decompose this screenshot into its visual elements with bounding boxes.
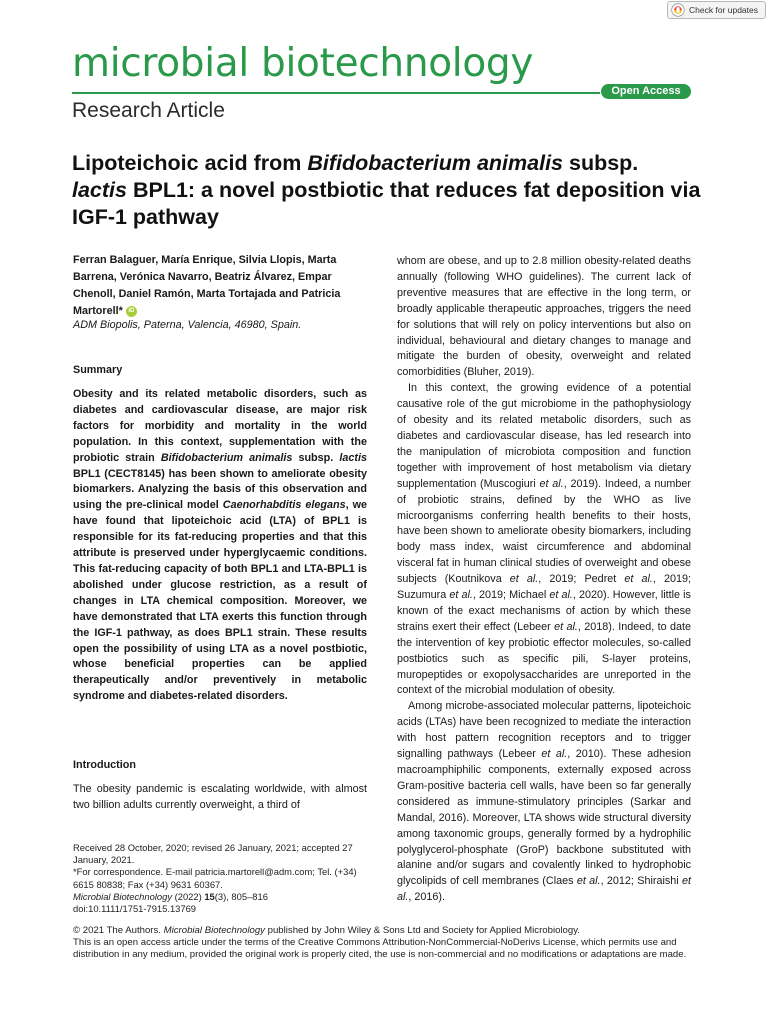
article-type: Research Article: [72, 99, 225, 122]
orcid-icon[interactable]: iD: [126, 306, 137, 317]
check-for-updates-button[interactable]: [667, 1, 766, 19]
doi-link[interactable]: doi:10.1111/1751-7915.13769: [73, 903, 197, 915]
footnotes: [73, 842, 369, 915]
summary-heading: Summary: [73, 364, 123, 376]
author-list: Ferran Balaguer, María Enrique, Silvia Llopis, Marta Barrena, Verónica Navarro, Beatriz Álvarez, Empar Chenoll, Daniel Ramón, Marta Tortajada and Patricia Martorell* iD: [73, 254, 341, 317]
introduction-text: The obesity pandemic is escalating worldwide, with almost two billion adults currently overweight, a third of: [73, 783, 367, 811]
license-text: This is an open access article under the terms of the Creative Commons Attribution-NonCommercial-NoDerivs License, which permits use and distribution in any medium, provided the original work is properly cited, the use is non-commercial and no modifications or adaptations are made.: [73, 937, 687, 960]
right-column-text: [397, 254, 691, 906]
copyright-line: © 2021 The Authors. Microbial Biotechnology published by John Wiley & Sons Ltd and Society for Applied Microbiology.: [73, 925, 580, 936]
open-access-badge: Open Access: [601, 84, 691, 99]
summary-text: Obesity and its related metabolic disorders, such as diabetes and cardiovascular disease, are major risk factors for morbidity and mortality in the world population. In this context, supplementation with the probiotic strain Bifidobacterium animalis subsp. lactis BPL1 (CECT8145) has been shown to ameliorate obesity biomarkers. Analyzing the basis of this observation and using the pre-clinical model Caenorhabditis elegans, we have found that lipoteichoic acid (LTA) of BPL1 is responsible for its fat-reducing properties and that this attribute is preserved under hyperglycaemic conditions. This fat-reducing capacity of both BPL1 and LTA-BPL1 is abolished under glucose restriction, as a result of changes in LTA chemical composition. Moreover, we have demonstrated that LTA exerts this function through the IGF-1 pathway, as does BPL1 strain. These results open the possibility of using LTA as a novel postbiotic, whose beneficial properties can be applied therapeutically and/or preventively in metabolic syndrome and diabetes-related disorders.: [73, 388, 367, 703]
paragraph: Among microbe-associated molecular patterns, lipoteichoic acids (LTAs) have been recognized to mediate the interaction with host pattern recognition receptors and to trigger signalling pathways (Lebeer et al., 2010). These adhesion macroamphiphilic components, externally exposed across Gram-positive bacteria cell walls, have been so far generally considered as immune-stimulatory principles (Sarkar and Mandal, 2016). Moreover, LTA shows wide structural diversity among taxonomic groups, generally formed by a hydrophilic polyglycerol-phosphate (GroP) backbone substituted with alanine and/or sugars and covalently linked to hydrophobic glycolipids of cell membranes (Claes et al., 2012; Shiraishi et al., 2016).: [397, 700, 691, 904]
introduction-heading: Introduction: [73, 759, 136, 771]
received-dates: Received 28 October, 2020; revised 26 January, 2021; accepted 27 January, 2021.: [73, 842, 353, 866]
correspondence: *For correspondence. E-mail patricia.martorell@adm.com; Tel. (+34) 6615 80838; Fax (+34) 9631 60367.: [73, 866, 357, 890]
affiliation: ADM Biopolis, Paterna, Valencia, 46980, Spain.: [73, 319, 302, 331]
citation: Microbial Biotechnology (2022) 15(3), 805–816: [73, 890, 268, 902]
article-title: Lipoteichoic acid from Bifidobacterium animalis subsp. lactis BPL1: a novel postbiotic that reduces fat deposition via IGF-1 pathway: [72, 151, 701, 229]
crossmark-icon: [671, 3, 685, 17]
paragraph: whom are obese, and up to 2.8 million obesity-related deaths annually (following WHO guidelines). The current lack of preventive measures that are effective in the long term, or broadly applicable therapeutic approaches, triggers the need for solutions that will rely on policy interventions but also on individual, behavioural and dietary changes to manage and mitigate the burden of obesity, overweight and related comorbidities (Bluher, 2019).: [397, 255, 691, 379]
license-notice: [73, 925, 693, 961]
check-for-updates-label: Check for updates: [689, 5, 758, 15]
paragraph: In this context, the growing evidence of a potential causative role of the gut microbiome in the pathophysiology of obesity and its related metabolic disorders, such as diabetes and cardiovascular disease, has led research into the manipulation of microbiota composition and function together with improvement of host metabolism via dietary supplementation (Muscogiuri et al., 2019). Indeed, a number of probiotic strains, defined by the WHO as live microorganisms conferring health benefits to their hosts, have been shown to ameliorate obesity biomarkers, including body mass index, waist circumference and abdominal visceral fat in human clinical studies of overweight and obese subjects (Koutnikova et al., 2019; Pedret et al., 2019; Suzumura et al., 2019; Michael et al., 2020). However, little is known of the exact mechanisms of action by which these strains exert their effect (Lebeer et al., 2018). Indeed, to date the intervention of key probiotic effector molecules, so-called postbiotics such as specific pili, S-layer proteins, muropeptides or exopolysaccharides are unreported in the context of the microbial modulation of obesity.: [397, 382, 691, 697]
header-rule: [72, 92, 600, 94]
journal-title: microbial biotechnology: [72, 41, 534, 86]
